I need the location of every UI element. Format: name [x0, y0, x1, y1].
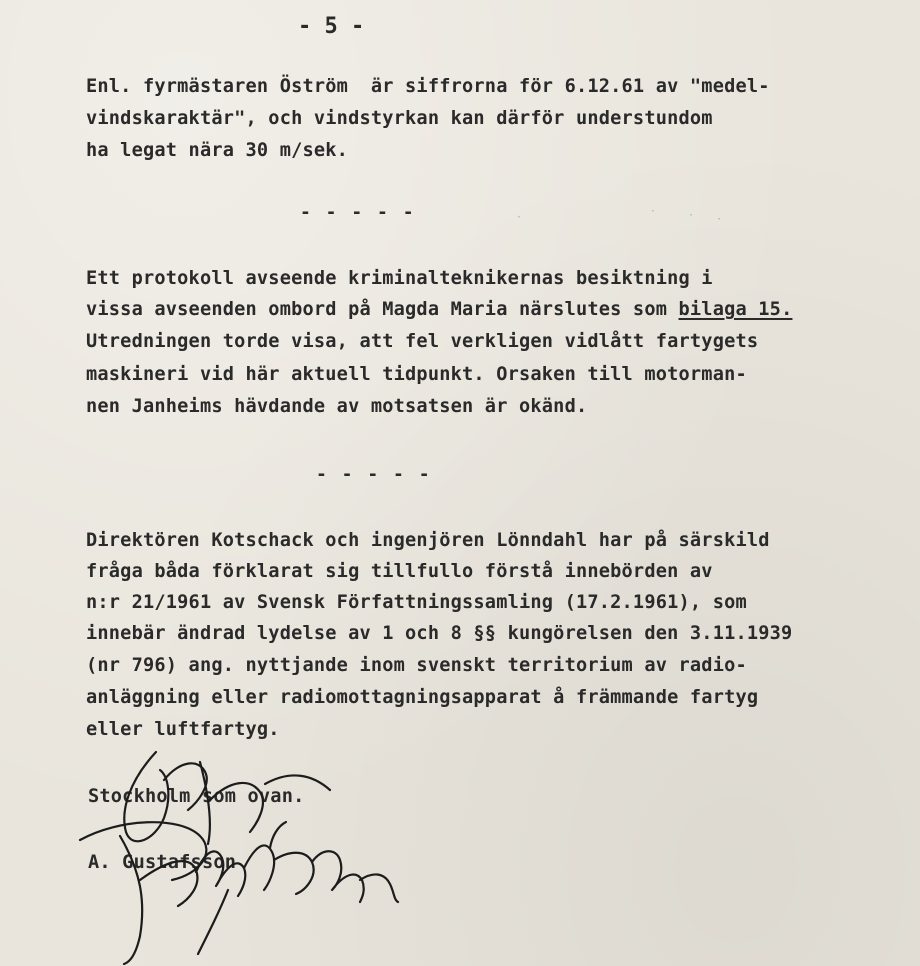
separator-1: - - - - - — [300, 202, 416, 223]
handwritten-signature — [60, 740, 420, 966]
paragraph-2-line-1: Ett protokoll avseende kriminalteknikernas besiktning i — [86, 268, 713, 289]
attachment-reference: bilaga 15. — [678, 299, 793, 320]
page-speck: · — [716, 214, 723, 225]
paragraph-3-line-5: (nr 796) ang. nyttjande inom svenskt territorium av radio- — [86, 655, 747, 676]
page-speck: · — [650, 206, 657, 217]
paragraph-1-line-2: vindskaraktär", och vindstyrkan kan därför understundom — [86, 108, 713, 129]
paragraph-2-line-3: Utredningen torde visa, att fel verkligen vidlått fartygets — [86, 331, 759, 352]
paragraph-2-line-5: nen Janheims hävdande av motsatsen är okänd. — [86, 396, 588, 417]
paragraph-3-line-4: innebär ändrad lydelse av 1 och 8 §§ kungörelsen den 3.11.1939 — [86, 623, 793, 644]
paragraph-3-line-7: eller luftfartyg. — [86, 719, 280, 740]
paragraph-2-line-4: maskineri vid här aktuell tidpunkt. Orsaken till motorman- — [86, 364, 747, 385]
paragraph-2-line-2 — [86, 299, 792, 321]
page-number: - 5 - — [298, 14, 365, 39]
signer-name: A. Gustafsson — [88, 852, 237, 873]
page-speck: · — [516, 212, 523, 223]
page-speck: · — [688, 210, 695, 221]
paragraph-3-line-1: Direktören Kotschack och ingenjören Lönndahl har på särskild — [86, 530, 770, 551]
separator-2: - - - - - — [316, 464, 432, 485]
paragraph-3-line-6: anläggning eller radiomottagningsapparat å främmande fartyg — [86, 687, 759, 708]
paragraph-3-line-3: n:r 21/1961 av Svensk Författningssamling (17.2.1961), som — [86, 592, 747, 613]
paragraph-1-line-1: Enl. fyrmästaren Öström är siffrorna för 6.12.61 av "medel- — [86, 76, 770, 97]
paragraph-3-line-2: fråga båda förklarat sig tillfullo förstå innebörden av — [86, 561, 713, 582]
paragraph-1-line-3: ha legat nära 30 m/sek. — [86, 140, 349, 161]
paragraph-2-line-2-text: vissa avseenden ombord på Magda Maria närslutes som — [86, 299, 679, 320]
closing-place: Stockholm som ovan. — [88, 786, 305, 807]
